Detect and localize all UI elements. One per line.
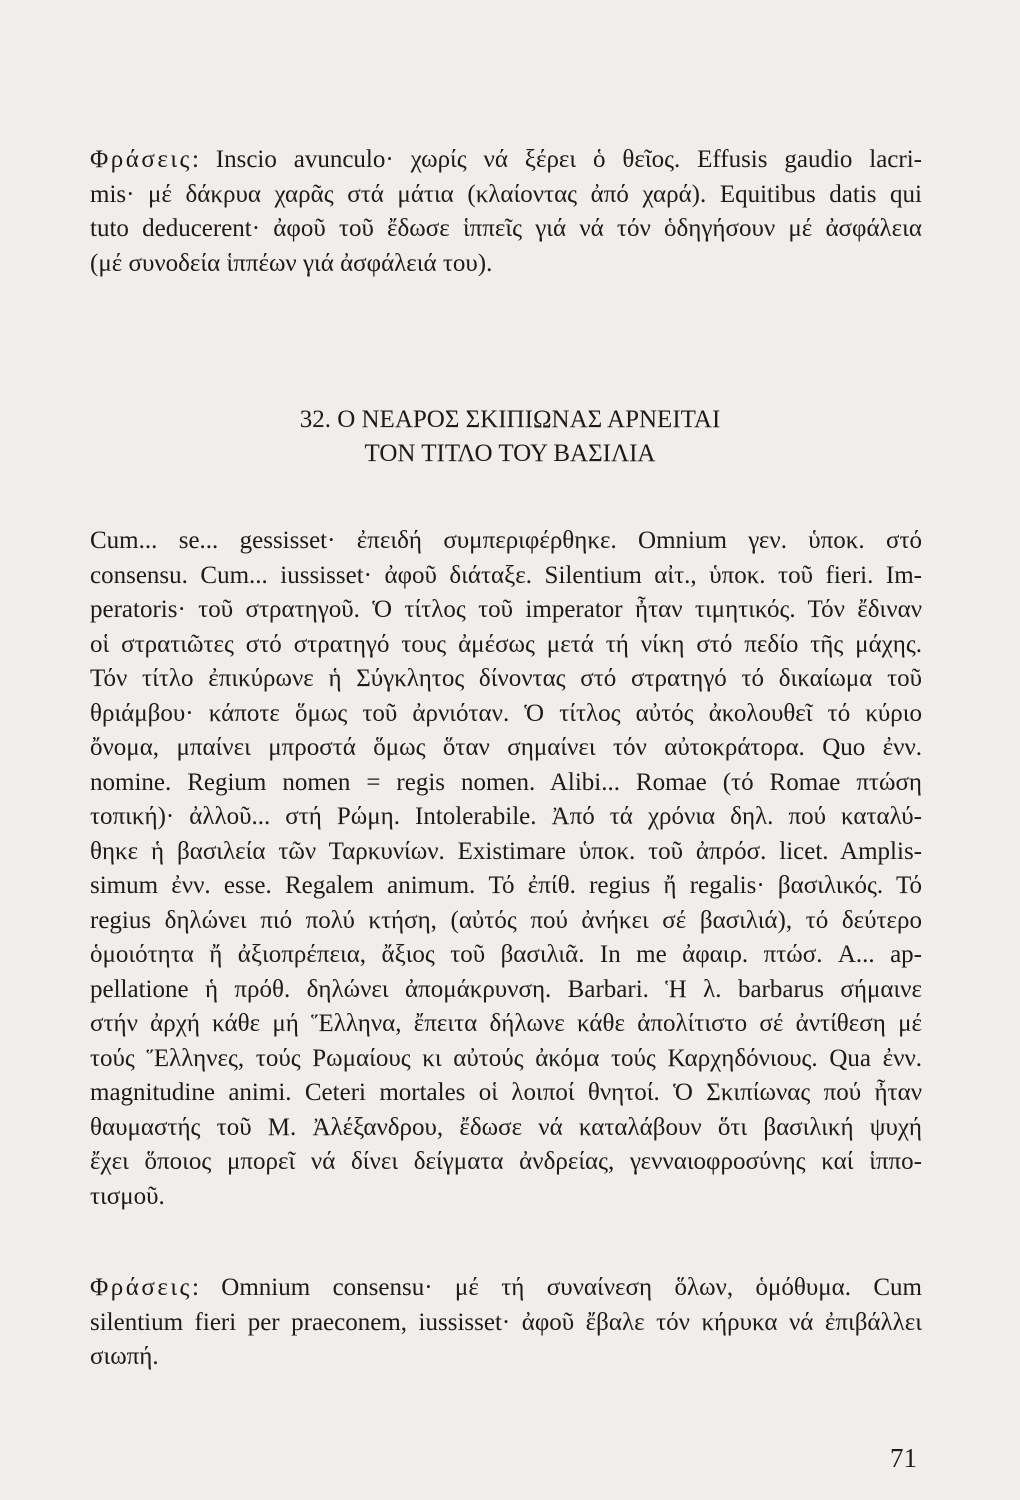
text-line: ὄνομα, μπαίνει μπροστά ὅμως ὅταν σημαίνει τόν αὐτοκράτορα. Quo ἐνν. — [90, 734, 922, 761]
text-line: magnitudine animi. Ceteri mortales οἱ λοιποί θνητοί. Ὁ Σκιπίωνας πού ἦταν — [90, 1079, 922, 1106]
text-line: pellatione ἡ πρόθ. δηλώνει ἀπομάκρυνση. Barbari. Ἡ λ. barbarus σήμαινε — [90, 975, 922, 1003]
section-heading-line-1: 32. Ο ΝΕΑΡΟΣ ΣΚΙΠΙΩΝΑΣ ΑΡΝΕΙΤΑΙ — [299, 406, 721, 433]
text-line: tuto deducerent· ἀφοῦ τοῦ ἔδωσε ἱππεῖς γιά νά τόν ὁδηγήσουν μέ ἀσφάλεια — [90, 215, 922, 242]
text-line: nomine. Regium nomen = regis nomen. Alibi... Romae (τό Romae πτώση — [90, 768, 922, 796]
section-heading — [0, 403, 1020, 471]
text-line: regius δηλώνει πιό πολύ κτήση, (αὐτός πού ἀνήκει σέ βασιλιά), τό δεύτερο — [90, 906, 922, 934]
text-line: θριάμβου· κάποτε ὅμως τοῦ ἀρνιόταν. Ὁ τίτλος αὐτός ἀκολουθεῖ τό κύριο — [90, 699, 922, 727]
text-line: mis· μέ δάκρυα χαρᾶς στά μάτια (κλαίοντας ἀπό χαρά). Equitibus datis qui — [90, 180, 922, 208]
text-line: θηκε ἡ βασιλεία τῶν Ταρκυνίων. Existimare ὑποκ. τοῦ ἀπρόσ. licet. Amplis- — [90, 837, 922, 865]
commentary-paragraph — [90, 524, 922, 1214]
text-line: Φράσεις: Inscio avunculo· χωρίς νά ξέρει ὁ θεῖος. Effusis gaudio lacri- — [90, 146, 922, 173]
text-line: στήν ἀρχή κάθε μή Ἕλληνα, ἔπειτα δήλωνε κάθε ἀπολίτιστο σέ ἀντίθεση μέ — [90, 1010, 922, 1037]
text-line: Φράσεις: Omnium consensu· μέ τή συναίνεση ὅλων, ὁμόθυμα. Cum — [90, 1274, 922, 1301]
text-line: οἱ στρατιῶτες στό στρατηγό τους ἀμέσως μετά τή νίκη στό πεδίο τῆς μάχης. — [90, 630, 922, 658]
text-line: σιωπή. — [90, 1343, 159, 1370]
text-line: Τόν τίτλο ἐπικύρωνε ἡ Σύγκλητος δίνοντας στό στρατηγό τό δικαίωμα τοῦ — [90, 665, 922, 692]
text-line: θαυμαστής τοῦ Μ. Ἀλέξανδρου, ἔδωσε νά καταλάβουν ὅτι βασιλική ψυχή — [90, 1113, 922, 1141]
phrases-label: Φράσεις — [90, 146, 192, 173]
text-line: ἔχει ὅποιος μπορεῖ νά δίνει δείγματα ἀνδρείας, γενναιοφροσύνης καί ἱππο- — [90, 1148, 922, 1175]
phrases-label: Φράσεις — [90, 1274, 192, 1301]
text-line: Cum... se... gessisset· ἐπειδή συμπεριφέρθηκε. Omnium γεν. ὑποκ. στό — [90, 527, 922, 554]
text-line: simum ἐνν. esse. Regalem animum. Τό ἐπίθ. regius ἤ regalis· βασιλικός. Τό — [90, 872, 922, 899]
text-line: consensu. Cum... iussisset· ἀφοῦ διάταξε. Silentium αἰτ., ὑποκ. τοῦ fieri. Im- — [90, 561, 922, 589]
text-line: peratoris· τοῦ στρατηγοῦ. Ὁ τίτλος τοῦ imperator ἦταν τιμητικός. Τόν ἔδιναν — [90, 596, 922, 623]
page-number: 71 — [890, 1443, 917, 1473]
text-line: τούς Ἕλληνες, τούς Ρωμαίους κι αὐτούς ἀκόμα τούς Καρχηδόνιους. Qua ἐνν. — [90, 1044, 922, 1072]
text-line: τοπική)· ἀλλοῦ... στή Ρώμη. Intolerabile. Ἀπό τά χρόνια δηλ. πού καταλύ- — [90, 803, 922, 830]
section-heading-line-2: ΤΟΝ ΤΙΤΛΟ ΤΟΥ ΒΑΣΙΛΙΑ — [364, 440, 656, 467]
text-line: (μέ συνοδεία ἱππέων γιά ἀσφάλειά του). — [90, 249, 493, 277]
text-line: ὁμοιότητα ἤ ἀξιοπρέπεια, ἄξιος τοῦ βασιλιᾶ. In me ἀφαιρ. πτώσ. A... ap- — [90, 941, 922, 968]
phrases-paragraph-2 — [90, 1271, 922, 1375]
phrases-paragraph-1 — [90, 143, 922, 281]
text-line: τισμοῦ. — [90, 1182, 165, 1210]
text-line: silentium fieri per praeconem, iussisset· ἀφοῦ ἔβαλε τόν κήρυκα νά ἐπιβάλλει — [90, 1308, 922, 1336]
